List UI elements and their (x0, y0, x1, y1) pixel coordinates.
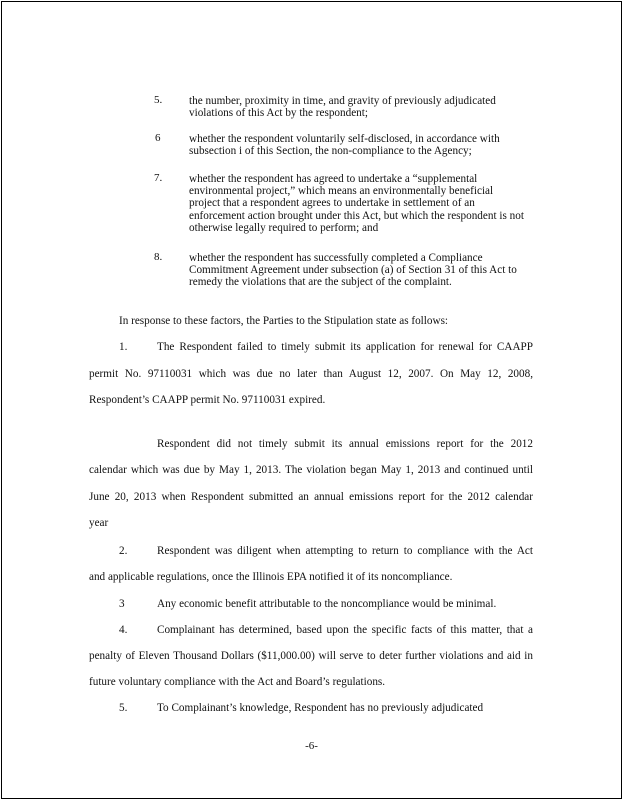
response-line: Respondent’s CAAPP permit No. 97110031 expired. (89, 394, 326, 406)
factor-line: violations of this Act by the respondent; (189, 107, 368, 120)
response-line: June 20, 2013 when Respondent submitted an annual emissions report for the 2012 calendar (89, 491, 533, 503)
response-line: penalty of Eleven Thousand Dollars ($11,000.00) will serve to deter further violations and aid in (89, 650, 533, 662)
response-number: 4. (119, 624, 128, 636)
response-line: Any economic benefit attributable to the noncompliance would be minimal. (157, 598, 497, 610)
factor-number: 6 (155, 132, 161, 144)
response-number: 2. (119, 545, 128, 557)
page-number: -6- (305, 740, 318, 752)
response-line: Complainant has determined, based upon the specific facts of this matter, that a (157, 624, 533, 636)
document-page (1, 1, 622, 799)
factor-line: remedy the violations that are the subject of the complaint. (189, 276, 452, 289)
factor-line: whether the respondent has successfully completed a Compliance (189, 252, 483, 264)
response-line: and applicable regulations, once the Illinois EPA notified it of its noncompliance. (89, 571, 453, 583)
response-line: To Complainant’s knowledge, Respondent has no previously adjudicated (157, 702, 484, 714)
factor-number: 5. (154, 94, 163, 106)
response-number: 3 (119, 598, 125, 610)
response-number: 5. (119, 702, 128, 714)
factor-number: 7. (154, 172, 163, 184)
factor-line: enforcement action brought under this Act, but which the respondent is not (189, 209, 524, 222)
response-line: Respondent did not timely submit its annual emissions report for the 2012 (157, 438, 533, 450)
response-line: permit No. 97110031 which was due no later than August 12, 2007. On May 12, 2008, (89, 368, 533, 380)
factor-line: environmental project,” which means an environmentally beneficial (189, 185, 494, 198)
factor-text (189, 133, 533, 157)
factor-line: otherwise legally required to perform; and (189, 221, 379, 234)
factor-line: project that a respondent agrees to undertake in settlement of an (189, 197, 475, 210)
response-line: year (89, 517, 109, 529)
response-line: calendar which was due by May 1, 2013. The violation began May 1, 2013 and continued until (89, 464, 533, 476)
factor-number: 8. (154, 251, 163, 263)
factor-line: whether the respondent has agreed to undertake a “supplemental (189, 173, 478, 185)
factor-line: whether the respondent voluntarily self-disclosed, in accordance with (189, 133, 500, 145)
factor-text (189, 95, 533, 119)
factor-text (189, 173, 533, 234)
factor-line: the number, proximity in time, and gravity of previously adjudicated (189, 95, 496, 107)
response-number: 1. (119, 341, 128, 353)
factor-line: subsection i of this Section, the non-compliance to the Agency; (189, 145, 472, 158)
response-line: The Respondent failed to timely submit its application for renewal for CAAPP (157, 341, 533, 353)
factor-line: Commitment Agreement under subsection (a) of Section 31 of this Act to (189, 264, 517, 277)
response-line: future voluntary compliance with the Act and Board’s regulations. (89, 676, 386, 688)
factor-text (189, 252, 533, 289)
response-line: Respondent was diligent when attempting to return to compliance with the Act (157, 545, 533, 557)
intro-paragraph: In response to these factors, the Parties to the Stipulation state as follows: (119, 315, 449, 327)
